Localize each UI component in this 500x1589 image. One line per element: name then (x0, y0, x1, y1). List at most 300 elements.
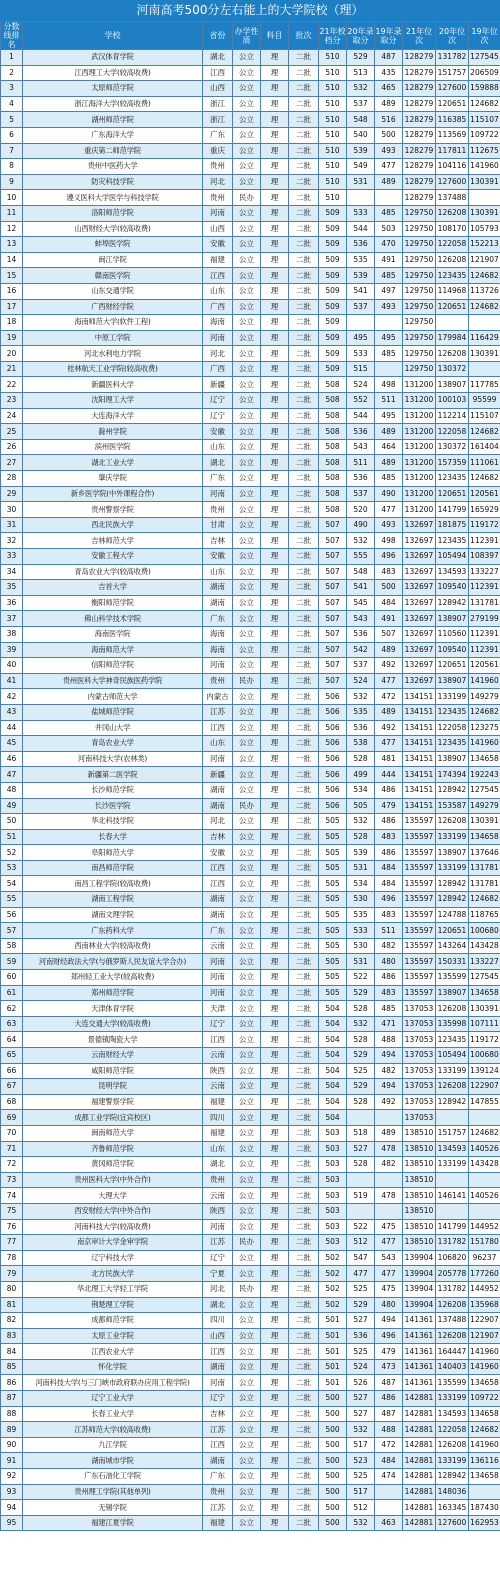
table-cell: 公立 (233, 704, 261, 720)
table-cell: 理 (261, 361, 289, 377)
table-cell: 141960 (469, 673, 500, 689)
table-cell: 64 (1, 1032, 23, 1048)
table-cell: 483 (375, 564, 403, 580)
table-cell: 137053 (403, 1079, 436, 1095)
table-cell: 海南师范大学(软件工程) (23, 315, 203, 331)
table-cell: 15 (1, 268, 23, 284)
table-cell: 公立 (233, 455, 261, 471)
table-row (1, 1032, 500, 1048)
table-cell: 115107 (469, 112, 500, 128)
table-cell: 四川 (203, 1110, 233, 1126)
table-cell (347, 315, 375, 331)
table-cell: 山东 (203, 736, 233, 752)
table-cell: 理 (261, 1094, 289, 1110)
table-cell: 二批 (289, 424, 319, 440)
table-row (1, 299, 500, 315)
table-cell: 482 (375, 1157, 403, 1173)
table-cell: 宁夏 (203, 1266, 233, 1282)
table-cell: 133199 (436, 689, 469, 705)
table-row (1, 767, 500, 783)
table-cell: 490 (375, 486, 403, 502)
table-cell: 163345 (436, 1500, 469, 1516)
table-cell: 492 (375, 1094, 403, 1110)
table-cell: 138510 (403, 1235, 436, 1251)
table-cell: 怀化学院 (23, 1359, 203, 1375)
table-cell: 503 (375, 221, 403, 237)
table-cell: 公立 (233, 424, 261, 440)
table-cell: 二批 (289, 346, 319, 362)
table-cell: 130391 (469, 174, 500, 190)
table-cell: 理 (261, 127, 289, 143)
table-cell: 534 (347, 876, 375, 892)
table-cell: 138907 (436, 845, 469, 861)
table-cell: 河南 (203, 1375, 233, 1391)
table-cell: 538 (347, 736, 375, 752)
table-cell: 139904 (403, 1266, 436, 1282)
table-cell: 517 (347, 1437, 375, 1453)
table-cell: 512 (347, 1500, 375, 1516)
table-cell: 理 (261, 315, 289, 331)
table-cell: 二批 (289, 1515, 319, 1531)
table-cell: 二批 (289, 1157, 319, 1173)
table-cell: 142881 (403, 1391, 436, 1407)
table-cell: 131200 (403, 393, 436, 409)
table-cell: 500 (319, 1406, 347, 1422)
table-cell: 505 (319, 954, 347, 970)
table-cell: 湖南 (203, 907, 233, 923)
table-cell: 二批 (289, 673, 319, 689)
table-cell: 137053 (403, 1032, 436, 1048)
table-cell: 506 (319, 751, 347, 767)
table-cell: 郑州师范学院 (23, 985, 203, 1001)
table-cell: 128279 (403, 127, 436, 143)
table-cell: 131782 (436, 1281, 469, 1297)
table-row (1, 954, 500, 970)
table-cell: 503 (319, 1157, 347, 1173)
table-row (1, 1406, 500, 1422)
table-cell: 100103 (436, 393, 469, 409)
table-cell (469, 1110, 500, 1126)
table-cell: 128942 (436, 1094, 469, 1110)
table-cell: 474 (375, 1469, 403, 1485)
table-cell: 82 (1, 1313, 23, 1329)
table-cell: 489 (375, 174, 403, 190)
table-cell: 二批 (289, 159, 319, 175)
table-cell: 公立 (233, 1063, 261, 1079)
table-cell: 131200 (403, 424, 436, 440)
table-row (1, 1016, 500, 1032)
table-cell: 公立 (233, 736, 261, 752)
table-cell: 112675 (469, 143, 500, 159)
table-cell: 二批 (289, 1437, 319, 1453)
table-cell: 二批 (289, 845, 319, 861)
table-cell: 108170 (436, 221, 469, 237)
table-cell: 510 (319, 143, 347, 159)
table-cell: 42 (1, 689, 23, 705)
table-cell: 133199 (436, 1453, 469, 1469)
table-cell: 13 (1, 237, 23, 253)
table-cell: 公立 (233, 626, 261, 642)
table-row (1, 1422, 500, 1438)
table-cell: 507 (319, 517, 347, 533)
table-cell: 50 (1, 814, 23, 830)
table-cell: 140403 (436, 1359, 469, 1375)
table-cell: 128279 (403, 112, 436, 128)
table-cell: 理 (261, 1359, 289, 1375)
table-cell: 142881 (403, 1422, 436, 1438)
table-cell: 理 (261, 938, 289, 954)
table-cell: 509 (319, 221, 347, 237)
table-cell: 山东 (203, 564, 233, 580)
table-cell: 二批 (289, 1422, 319, 1438)
table-cell: 24 (1, 408, 23, 424)
table-row (1, 346, 500, 362)
table-cell: 25 (1, 424, 23, 440)
table-cell: 天津体育学院 (23, 1001, 203, 1017)
table-cell: 二批 (289, 1188, 319, 1204)
table-row (1, 1344, 500, 1360)
table-cell: 新疆第二医学院 (23, 767, 203, 783)
table-cell: 143428 (469, 1157, 500, 1173)
table-cell: 11 (1, 205, 23, 221)
table-cell: 537 (347, 96, 375, 112)
table-cell: 二批 (289, 767, 319, 783)
table-cell: 湖州师范学院 (23, 112, 203, 128)
table-cell: 理 (261, 1110, 289, 1126)
table-cell: 二批 (289, 1048, 319, 1064)
table-cell: 138510 (403, 1141, 436, 1157)
table-cell: 安徽 (203, 845, 233, 861)
table-cell: 144952 (469, 1281, 500, 1297)
table-cell: 479 (375, 1344, 403, 1360)
table-cell: 公立 (233, 127, 261, 143)
table-cell: 140526 (469, 1141, 500, 1157)
table-cell: 142881 (403, 1437, 436, 1453)
table-cell: 二批 (289, 814, 319, 830)
table-cell: 辽宁 (203, 1250, 233, 1266)
table-cell: 云南 (203, 1048, 233, 1064)
table-cell: 493 (375, 143, 403, 159)
table-cell: 134658 (469, 1406, 500, 1422)
table-cell: 128279 (403, 159, 436, 175)
table-cell: 149279 (469, 689, 500, 705)
table-cell: 二批 (289, 299, 319, 315)
table-row (1, 315, 500, 331)
table-row (1, 736, 500, 752)
table-cell: 二批 (289, 96, 319, 112)
table-cell: 辽宁 (203, 1391, 233, 1407)
table-cell: 理 (261, 549, 289, 565)
table-cell: 理 (261, 1469, 289, 1485)
table-cell: 137053 (403, 1094, 436, 1110)
table-row (1, 1484, 500, 1500)
table-cell: 河南科技大学(较高收费) (23, 1219, 203, 1235)
table-cell: 106820 (436, 1250, 469, 1266)
table-cell: 二批 (289, 564, 319, 580)
table-cell: 65 (1, 1048, 23, 1064)
table-cell: 公立 (233, 486, 261, 502)
table-row (1, 876, 500, 892)
table-cell: 537 (347, 299, 375, 315)
table-cell: 理 (261, 1437, 289, 1453)
table-cell: 484 (375, 595, 403, 611)
table-cell: 109722 (469, 127, 500, 143)
table-cell: 531 (347, 954, 375, 970)
table-cell: 132697 (403, 533, 436, 549)
table-cell: 128279 (403, 174, 436, 190)
table-cell: 138907 (436, 673, 469, 689)
table-cell: 河北 (203, 174, 233, 190)
table-cell: 安徽 (203, 424, 233, 440)
table-cell: 广西 (203, 361, 233, 377)
table-cell: 湖北 (203, 50, 233, 66)
table-row (1, 1219, 500, 1235)
table-cell: 29 (1, 486, 23, 502)
table-cell: 506 (319, 782, 347, 798)
table-cell: 湖南工程学院 (23, 892, 203, 908)
table-cell: 492 (375, 658, 403, 674)
table-cell: 理 (261, 424, 289, 440)
table-cell: 510 (319, 127, 347, 143)
table-row (1, 268, 500, 284)
table-row (1, 1437, 500, 1453)
table-cell: 141960 (469, 1437, 500, 1453)
table-cell: 广西 (203, 299, 233, 315)
table-cell: 山西 (203, 221, 233, 237)
table-cell: 理 (261, 330, 289, 346)
table-cell: 理 (261, 159, 289, 175)
table-cell: 504 (319, 1094, 347, 1110)
table-cell: 132697 (403, 626, 436, 642)
table-cell: 129750 (403, 361, 436, 377)
table-cell: 530 (347, 938, 375, 954)
table-cell: 552 (347, 393, 375, 409)
table-cell: 公立 (233, 580, 261, 596)
table-cell: 131200 (403, 502, 436, 518)
table-cell: 164447 (436, 1344, 469, 1360)
table-cell: 理 (261, 829, 289, 845)
table-cell: 蚌埠医学院 (23, 237, 203, 253)
table-cell: 二批 (289, 954, 319, 970)
table-cell: 河北 (203, 346, 233, 362)
table-cell: 112391 (469, 626, 500, 642)
table-cell: 理 (261, 1266, 289, 1282)
table-cell: 中原工学院 (23, 330, 203, 346)
table-cell: 二批 (289, 1125, 319, 1141)
table-cell: 二批 (289, 1219, 319, 1235)
table-cell: 159888 (469, 81, 500, 97)
table-cell: 133199 (436, 1063, 469, 1079)
table-cell: 公立 (233, 65, 261, 81)
table-cell: 河南 (203, 658, 233, 674)
table-row (1, 377, 500, 393)
table-cell: 74 (1, 1188, 23, 1204)
table-cell: 河南科技大学(与三门峡市政府联办应用工程学院) (23, 1375, 203, 1391)
table-cell: 528 (347, 1094, 375, 1110)
table-cell: 理 (261, 455, 289, 471)
table-cell: 公立 (233, 954, 261, 970)
table-cell: 496 (375, 892, 403, 908)
table-cell: 129750 (403, 237, 436, 253)
table-cell: 公立 (233, 549, 261, 565)
table-cell: 二批 (289, 237, 319, 253)
table-cell: 123435 (436, 533, 469, 549)
table-cell: 543 (347, 439, 375, 455)
table-cell: 110560 (436, 626, 469, 642)
table-cell: 遵义医科大学医学与科技学院 (23, 190, 203, 206)
table-cell: 143428 (469, 938, 500, 954)
table-cell: 141361 (403, 1344, 436, 1360)
table-cell: 128279 (403, 65, 436, 81)
table-cell: 18 (1, 315, 23, 331)
table-cell: 二批 (289, 1250, 319, 1266)
table-cell: 491 (375, 611, 403, 627)
table-cell: 138510 (403, 1203, 436, 1219)
table-cell: 二批 (289, 1328, 319, 1344)
table-cell: 500 (319, 1500, 347, 1516)
table-cell: 贵州 (203, 502, 233, 518)
table-cell: 131200 (403, 486, 436, 502)
table-cell: 509 (319, 315, 347, 331)
table-cell: 二批 (289, 1375, 319, 1391)
table-cell: 509 (319, 268, 347, 284)
table-row (1, 1063, 500, 1079)
table-row (1, 1110, 500, 1126)
table-cell: 141361 (403, 1375, 436, 1391)
table-cell: 529 (347, 985, 375, 1001)
table-cell: 湖南 (203, 798, 233, 814)
table-cell: 77 (1, 1235, 23, 1251)
table-cell: 119172 (469, 1032, 500, 1048)
table-cell: 江西 (203, 65, 233, 81)
table-cell: 公立 (233, 361, 261, 377)
column-header: 21年位次 (403, 22, 436, 50)
table-cell: 435 (375, 65, 403, 81)
table-cell: 二批 (289, 174, 319, 190)
table-cell: 510 (319, 81, 347, 97)
table-cell: 109540 (436, 642, 469, 658)
table-cell: 大理大学 (23, 1188, 203, 1204)
table-cell: 公立 (233, 876, 261, 892)
table-cell: 488 (375, 1422, 403, 1438)
table-cell: 531 (347, 174, 375, 190)
table-row (1, 658, 500, 674)
table-cell: 132697 (403, 564, 436, 580)
table-cell: 理 (261, 1125, 289, 1141)
table-row (1, 642, 500, 658)
table-body (1, 50, 500, 1531)
table-cell: 48 (1, 782, 23, 798)
table-cell: 公立 (233, 346, 261, 362)
table-cell: 489 (375, 96, 403, 112)
table-cell: 141799 (436, 502, 469, 518)
table-cell: 景德镇陶瓷大学 (23, 1032, 203, 1048)
table-cell: 515 (347, 361, 375, 377)
table-cell: 辽宁科技大学 (23, 1250, 203, 1266)
table-cell: 公立 (233, 1375, 261, 1391)
table-cell: 131781 (469, 860, 500, 876)
table-cell: 127545 (469, 50, 500, 66)
table-cell: 535 (347, 704, 375, 720)
table-cell: 广西财经学院 (23, 299, 203, 315)
table-cell: 理 (261, 81, 289, 97)
table-cell: 138510 (403, 1125, 436, 1141)
table-cell: 141361 (403, 1328, 436, 1344)
table-cell: 444 (375, 767, 403, 783)
table-cell: 40 (1, 658, 23, 674)
table-cell: 535 (347, 907, 375, 923)
table-cell: 475 (375, 1219, 403, 1235)
table-cell: 84 (1, 1344, 23, 1360)
table-cell: 理 (261, 1344, 289, 1360)
table-row (1, 1500, 500, 1516)
table-cell: 郑州轻工业大学(较高收费) (23, 970, 203, 986)
table-cell: 126208 (436, 1001, 469, 1017)
table-cell: 无锡学院 (23, 1500, 203, 1516)
table-cell: 江西 (203, 268, 233, 284)
table-cell: 井冈山大学 (23, 720, 203, 736)
table-cell: 公立 (233, 1422, 261, 1438)
table-row (1, 1328, 500, 1344)
table-cell: 公立 (233, 268, 261, 284)
table-cell: 二批 (289, 1203, 319, 1219)
table-cell: 大连交通大学(较高收费) (23, 1016, 203, 1032)
table-cell: 二批 (289, 1391, 319, 1407)
table-cell: 141960 (469, 1359, 500, 1375)
table-cell: 贵州 (203, 1484, 233, 1500)
table-cell: 505 (319, 892, 347, 908)
table-row (1, 50, 500, 66)
table-cell: 理 (261, 190, 289, 206)
table-cell: 公立 (233, 1328, 261, 1344)
table-cell: 浙江海洋大学(较高收费) (23, 96, 203, 112)
table-cell: 南昌师范学院 (23, 860, 203, 876)
table-cell: 太原师范学院 (23, 81, 203, 97)
table-cell: 124682 (469, 424, 500, 440)
table-cell: 公立 (233, 1219, 261, 1235)
table-cell: 理 (261, 237, 289, 253)
table-cell: 理 (261, 876, 289, 892)
table-cell: 508 (319, 455, 347, 471)
table-cell: 502 (319, 1266, 347, 1282)
table-cell: 138907 (436, 751, 469, 767)
table-cell: 公立 (233, 299, 261, 315)
table-cell: 吉林 (203, 1406, 233, 1422)
table-cell: 新乡医学院(中外课程合作) (23, 486, 203, 502)
table-cell: 理 (261, 1235, 289, 1251)
table-cell: 78 (1, 1250, 23, 1266)
table-cell: 防灾科技学院 (23, 174, 203, 190)
table-cell: 137053 (403, 1110, 436, 1126)
table-cell: 衡阳师范学院 (23, 595, 203, 611)
table-cell: 辽宁 (203, 393, 233, 409)
table-cell: 477 (375, 1235, 403, 1251)
column-header: 批次 (289, 22, 319, 50)
table-cell: 二批 (289, 736, 319, 752)
table-title: 河南高考500分左右能上的大学院校（理） (0, 0, 500, 21)
table-cell: 478 (375, 1188, 403, 1204)
table-cell: 河南 (203, 330, 233, 346)
table-cell: 498 (375, 377, 403, 393)
table-cell: 142881 (403, 1515, 436, 1531)
table-cell: 507 (319, 595, 347, 611)
table-cell: 124682 (469, 268, 500, 284)
table-cell: 公立 (233, 1406, 261, 1422)
table-cell: 73 (1, 1172, 23, 1188)
table-cell: 471 (375, 1016, 403, 1032)
table-cell: 江西理工大学(较高收费) (23, 65, 203, 81)
table-cell: 公立 (233, 1110, 261, 1126)
